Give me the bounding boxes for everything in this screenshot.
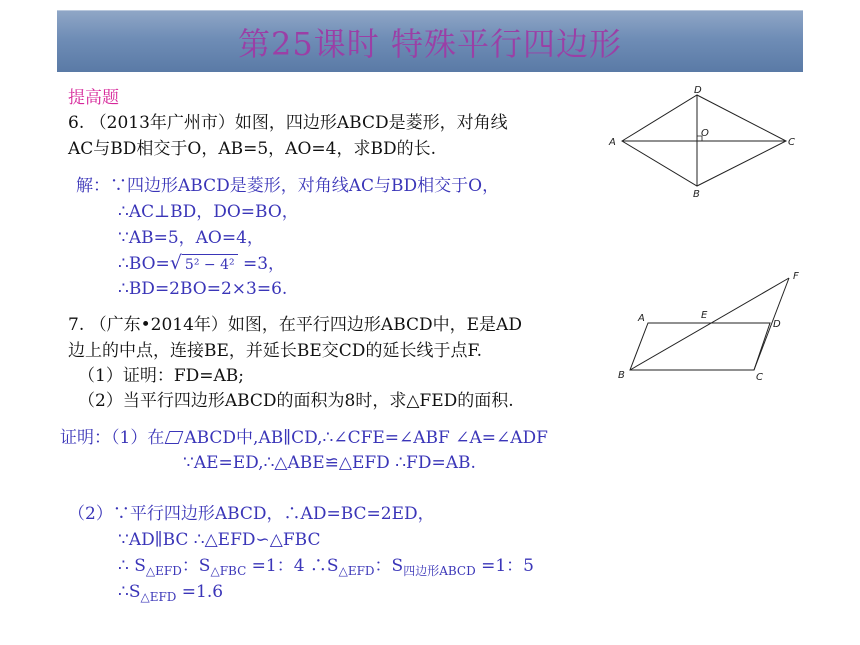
solution6-line4: ∴BO=√ 5² − 4² =3， <box>118 252 286 274</box>
segment-cf <box>754 278 789 370</box>
problem7-line4: （2）当平行四边形ABCD的面积为8时，求△FED的面积. <box>78 391 514 411</box>
label-d: D <box>773 319 781 330</box>
proof7-part1-line1: 证明：（1）在 ABCD中,AB∥CD,∴∠CFE=∠ABF ∠A=∠ADF <box>60 428 548 448</box>
problem7-line3: （1）证明：FD=AB; <box>78 366 244 386</box>
label-a: A <box>638 313 645 324</box>
parallelogram-icon <box>165 431 184 444</box>
problem7-line2: 边上的中点，连接BE，并延长BE交CD的延长线于点F. <box>68 341 482 361</box>
label-f: F <box>793 271 799 282</box>
proof7-part2-line3: ∴ $S_{\triangle EFD}$：$S_{\triangle FBC} =1$：4 $\therefore S_{\triangle EFD}$：$S_{四边形ABCD} =1$：5 <box>118 556 534 578</box>
section-label: 提高题 <box>68 88 119 108</box>
proof7-part2-line4: $\therefore S_{\triangle EFD} =1.6$ <box>118 582 224 604</box>
solution6-line5: ∴BD=2BO=2×3=6. <box>118 279 288 299</box>
label-o: O <box>701 128 709 139</box>
solution6-line3: ∵AB=5，AO=4， <box>118 228 264 248</box>
segment-bf <box>630 278 789 370</box>
label-d: D <box>694 85 702 96</box>
parallelogram-figure <box>612 268 808 386</box>
problem6-line1: 6. （2013年广州市）如图，四边形ABCD是菱形，对角线 <box>68 113 508 133</box>
proof7-part2-line2: ∵AD∥BC ∴△EFD∽△FBC <box>118 530 321 550</box>
rhombus-figure <box>605 84 801 200</box>
label-c: C <box>788 137 795 148</box>
proof7-part2-line1: （2）∵平行四边形ABCD，∴AD=BC=2ED， <box>68 504 435 524</box>
label-c: C <box>756 372 763 383</box>
label-b: B <box>618 370 625 381</box>
solution6-line1: 解：∵四边形ABCD是菱形，对角线AC与BD相交于O， <box>76 176 500 196</box>
proof7-part1-line2: ∵AE=ED,∴△ABE≌△EFD ∴FD=AB. <box>183 453 476 473</box>
solution6-line2: ∴AC⊥BD，DO=BO， <box>118 202 299 222</box>
problem7-line1: 7. （广东•2014年）如图，在平行四边形ABCD中，E是AD <box>68 315 522 335</box>
page-title: 第25课时 特殊平行四边形 <box>238 25 622 63</box>
problem6-line2: AC与BD相交于O，AB=5，AO=4，求BD的长. <box>68 139 436 159</box>
label-e: E <box>701 310 708 321</box>
radical-expression: 5² − 4² <box>182 254 238 275</box>
label-a: A <box>609 137 616 148</box>
label-b: B <box>693 189 700 200</box>
title-banner <box>57 10 803 72</box>
